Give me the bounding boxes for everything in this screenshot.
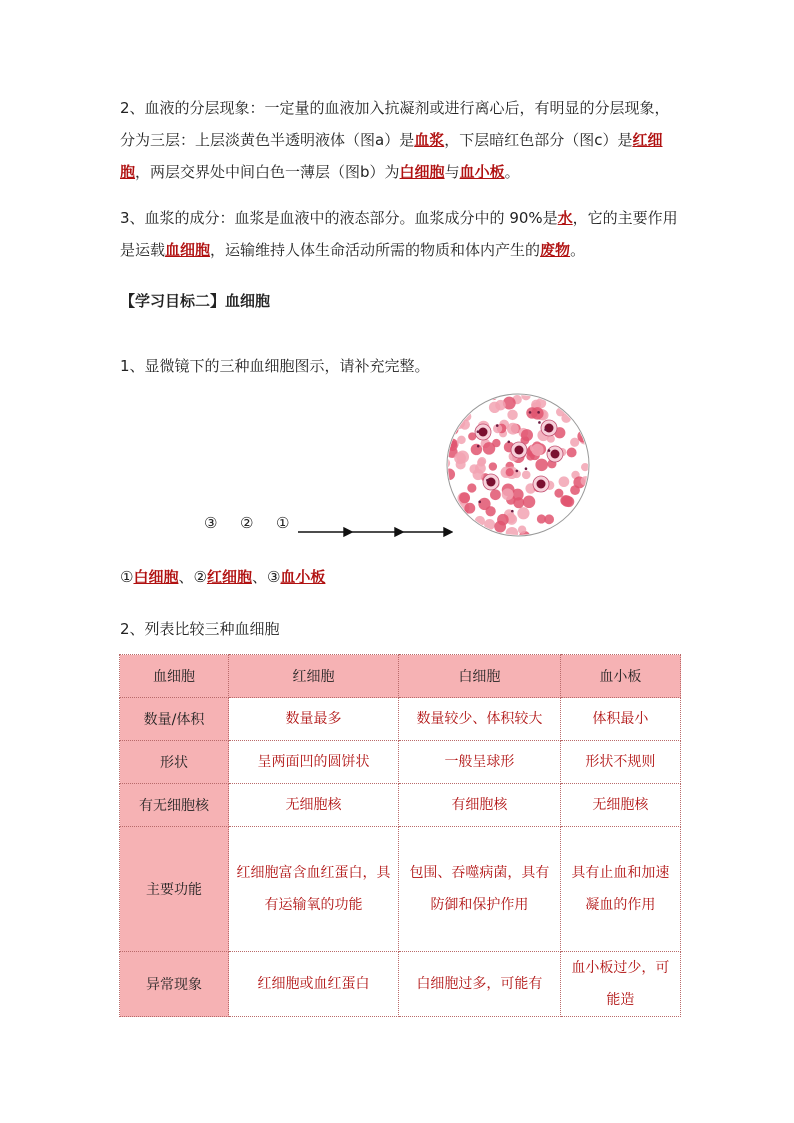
microscope-figure [120,392,680,552]
table-header-cell: 红细胞 [229,655,399,698]
platelet-mark [516,470,519,473]
red-cell-mark [584,392,591,397]
red-cell-mark [561,495,572,506]
platelet-mark [478,501,481,504]
red-cell-mark [453,409,462,418]
figure-answers [120,566,325,587]
white-cell-nucleus-mark [487,478,496,487]
red-cell-mark [451,411,459,419]
text: 3、血浆的成分：血浆是血液中的液态部分。血浆成分中的 90%是 [120,209,558,227]
answer-red-cell: 红细胞 [206,568,252,586]
red-cell-mark [483,442,496,455]
table-row [120,952,681,1017]
table-cell: 红细胞富含血红蛋白，具有运输氧的功能 [229,827,399,952]
table-cell: 一般呈球形 [399,741,561,784]
row-label: 主要功能 [120,827,229,952]
red-cell-mark [506,468,514,476]
separator: 、 [251,568,267,586]
red-cell-mark [521,429,533,441]
red-cell-mark [464,393,477,406]
platelet-mark [529,411,532,414]
red-cell-mark [518,525,526,533]
answer-white-cell: 白细胞 [399,163,445,181]
row-label: 形状 [120,741,229,784]
white-cell-nucleus-mark [551,450,560,459]
answer-number: ③ [266,568,281,586]
table-row [120,741,681,784]
label-2: ② [240,514,254,532]
red-cell-mark [577,430,589,442]
table-header-cell: 血细胞 [120,655,229,698]
table-cell: 呈两面凹的圆饼状 [229,741,399,784]
red-cell-mark [465,531,475,538]
answer-white-cell: 白细胞 [133,568,179,586]
red-cell-mark [489,402,500,413]
red-cell-mark [467,483,476,492]
text: 。 [570,241,586,259]
text: ，下层暗红色部分（图c）是 [444,131,633,149]
platelet-mark [544,428,547,431]
red-cell-mark [471,444,482,455]
platelet-mark [477,430,480,433]
table-row [120,784,681,827]
red-cell-mark [502,488,514,500]
platelet-mark [496,424,499,427]
table-cell: 白细胞过多，可能有 [399,952,561,1017]
question-1: 1、显微镜下的三种血细胞图示，请补充完整。 [120,357,430,375]
red-cell-mark [522,470,531,479]
red-cell-mark [453,417,465,429]
red-cell-mark [445,409,454,421]
blood-smear-image [445,392,591,538]
answer-plasma: 血浆 [414,131,445,149]
red-cell-mark [560,530,572,538]
red-cell-mark [544,514,554,524]
table-cell: 数量较少、体积较大 [399,698,561,741]
platelet-mark [525,467,528,470]
table-header-row [120,655,681,698]
red-cell-mark [523,496,536,509]
red-cell-mark [490,489,501,500]
label-1: ① [276,514,290,532]
red-cell-mark [544,392,553,398]
answer-red-cell: 红细胞 [120,131,663,181]
platelet-mark [538,421,541,424]
red-cell-mark [574,512,586,524]
table-cell: 包围、吞噬病菌，具有防御和保护作用 [399,827,561,952]
red-cell-mark [579,392,589,397]
text: ，运输维持人体生命活动所需的物质和体内产生的 [210,241,541,259]
table-header-cell: 白细胞 [399,655,561,698]
white-cell-nucleus-mark [515,446,524,455]
red-cell-mark [531,444,543,456]
table-cell: 有细胞核 [399,784,561,827]
red-cell-mark [583,531,591,538]
pointer-arrows [298,526,453,538]
figure-labels [204,514,312,532]
red-cell-mark [445,529,451,538]
red-cell-mark [452,516,460,524]
red-cell-mark [445,424,451,433]
table-cell: 体积最小 [560,698,680,741]
red-cell-mark [463,392,475,399]
table-row [120,698,681,741]
text: ，它的主要作用是运载 [120,209,678,259]
answer-blood-cells: 血细胞 [165,241,211,259]
table-cell: 形状不规则 [560,741,680,784]
red-cell-mark [459,392,471,400]
paragraph-blood-layers [120,92,680,188]
red-cell-mark [489,462,497,470]
paragraph-plasma-composition [120,202,680,266]
red-cell-mark [517,507,529,519]
answer-platelet: 血小板 [280,568,326,586]
table-header-cell: 血小板 [560,655,680,698]
table-cell: 无细胞核 [229,784,399,827]
red-cell-mark [570,525,580,535]
red-cell-mark [477,458,485,466]
red-cell-mark [563,526,573,536]
answer-water: 水 [557,209,573,227]
red-cell-mark [561,413,571,423]
red-cell-mark [531,407,544,420]
red-cell-mark [570,485,580,495]
table-cell: 具有止血和加速凝血的作用 [560,827,680,952]
red-cell-mark [535,459,548,472]
platelet-mark [477,445,480,448]
red-cell-mark [570,438,579,447]
table-cell: 无细胞核 [560,784,680,827]
red-cell-mark [507,423,519,435]
platelet-mark [548,449,551,452]
label-3: ③ [204,514,218,532]
red-cell-mark [513,497,524,508]
white-cell-nucleus-mark [479,428,488,437]
answer-platelet: 血小板 [459,163,505,181]
red-cell-mark [485,506,495,516]
row-label: 数量/体积 [120,698,229,741]
separator: 、 [178,568,194,586]
red-cell-mark [457,436,466,445]
red-cell-mark [473,469,484,480]
answer-waste: 废物 [540,241,571,259]
table-row [120,827,681,952]
answer-number: ② [193,568,207,586]
red-cell-mark [559,476,570,487]
red-cell-mark [456,509,468,521]
row-label: 异常现象 [120,952,229,1017]
red-cell-mark [445,500,458,513]
red-cell-mark [484,534,492,538]
red-cell-mark [454,452,466,464]
question-2: 2、列表比较三种血细胞 [120,620,280,638]
answer-number: ① [120,568,134,586]
text: 。 [504,163,520,181]
table-cell: 数量最多 [229,698,399,741]
red-cell-mark [580,502,591,515]
red-cell-mark [582,518,591,527]
text: 2、血液的分层现象：一定量的血液加入抗凝剂或进行离心后，有明显的分层现象，分为三层：上层淡黄色半透明液体（图a）是 [120,99,670,149]
platelet-mark [507,440,510,443]
text: 与 [444,163,460,181]
red-cell-mark [459,492,470,503]
table-cell: 红细胞或血红蛋白 [229,952,399,1017]
red-cell-mark [507,410,517,420]
red-cell-mark [554,489,563,498]
white-cell-nucleus-mark [537,480,546,489]
section-heading: 【学习目标二】血细胞 [120,292,271,310]
row-label: 有无细胞核 [120,784,229,827]
blood-cell-comparison-table [119,654,681,1017]
red-cell-mark [465,393,473,401]
red-cell-mark [567,448,577,458]
text: ，两层交界处中间白色一薄层（图b）为 [135,163,400,181]
table-cell: 血小板过少，可能造 [560,952,680,1017]
platelet-mark [511,510,514,513]
red-cell-mark [497,514,509,526]
white-cell-nucleus-mark [545,424,554,433]
platelet-mark [537,411,540,414]
platelet-mark [486,479,489,482]
